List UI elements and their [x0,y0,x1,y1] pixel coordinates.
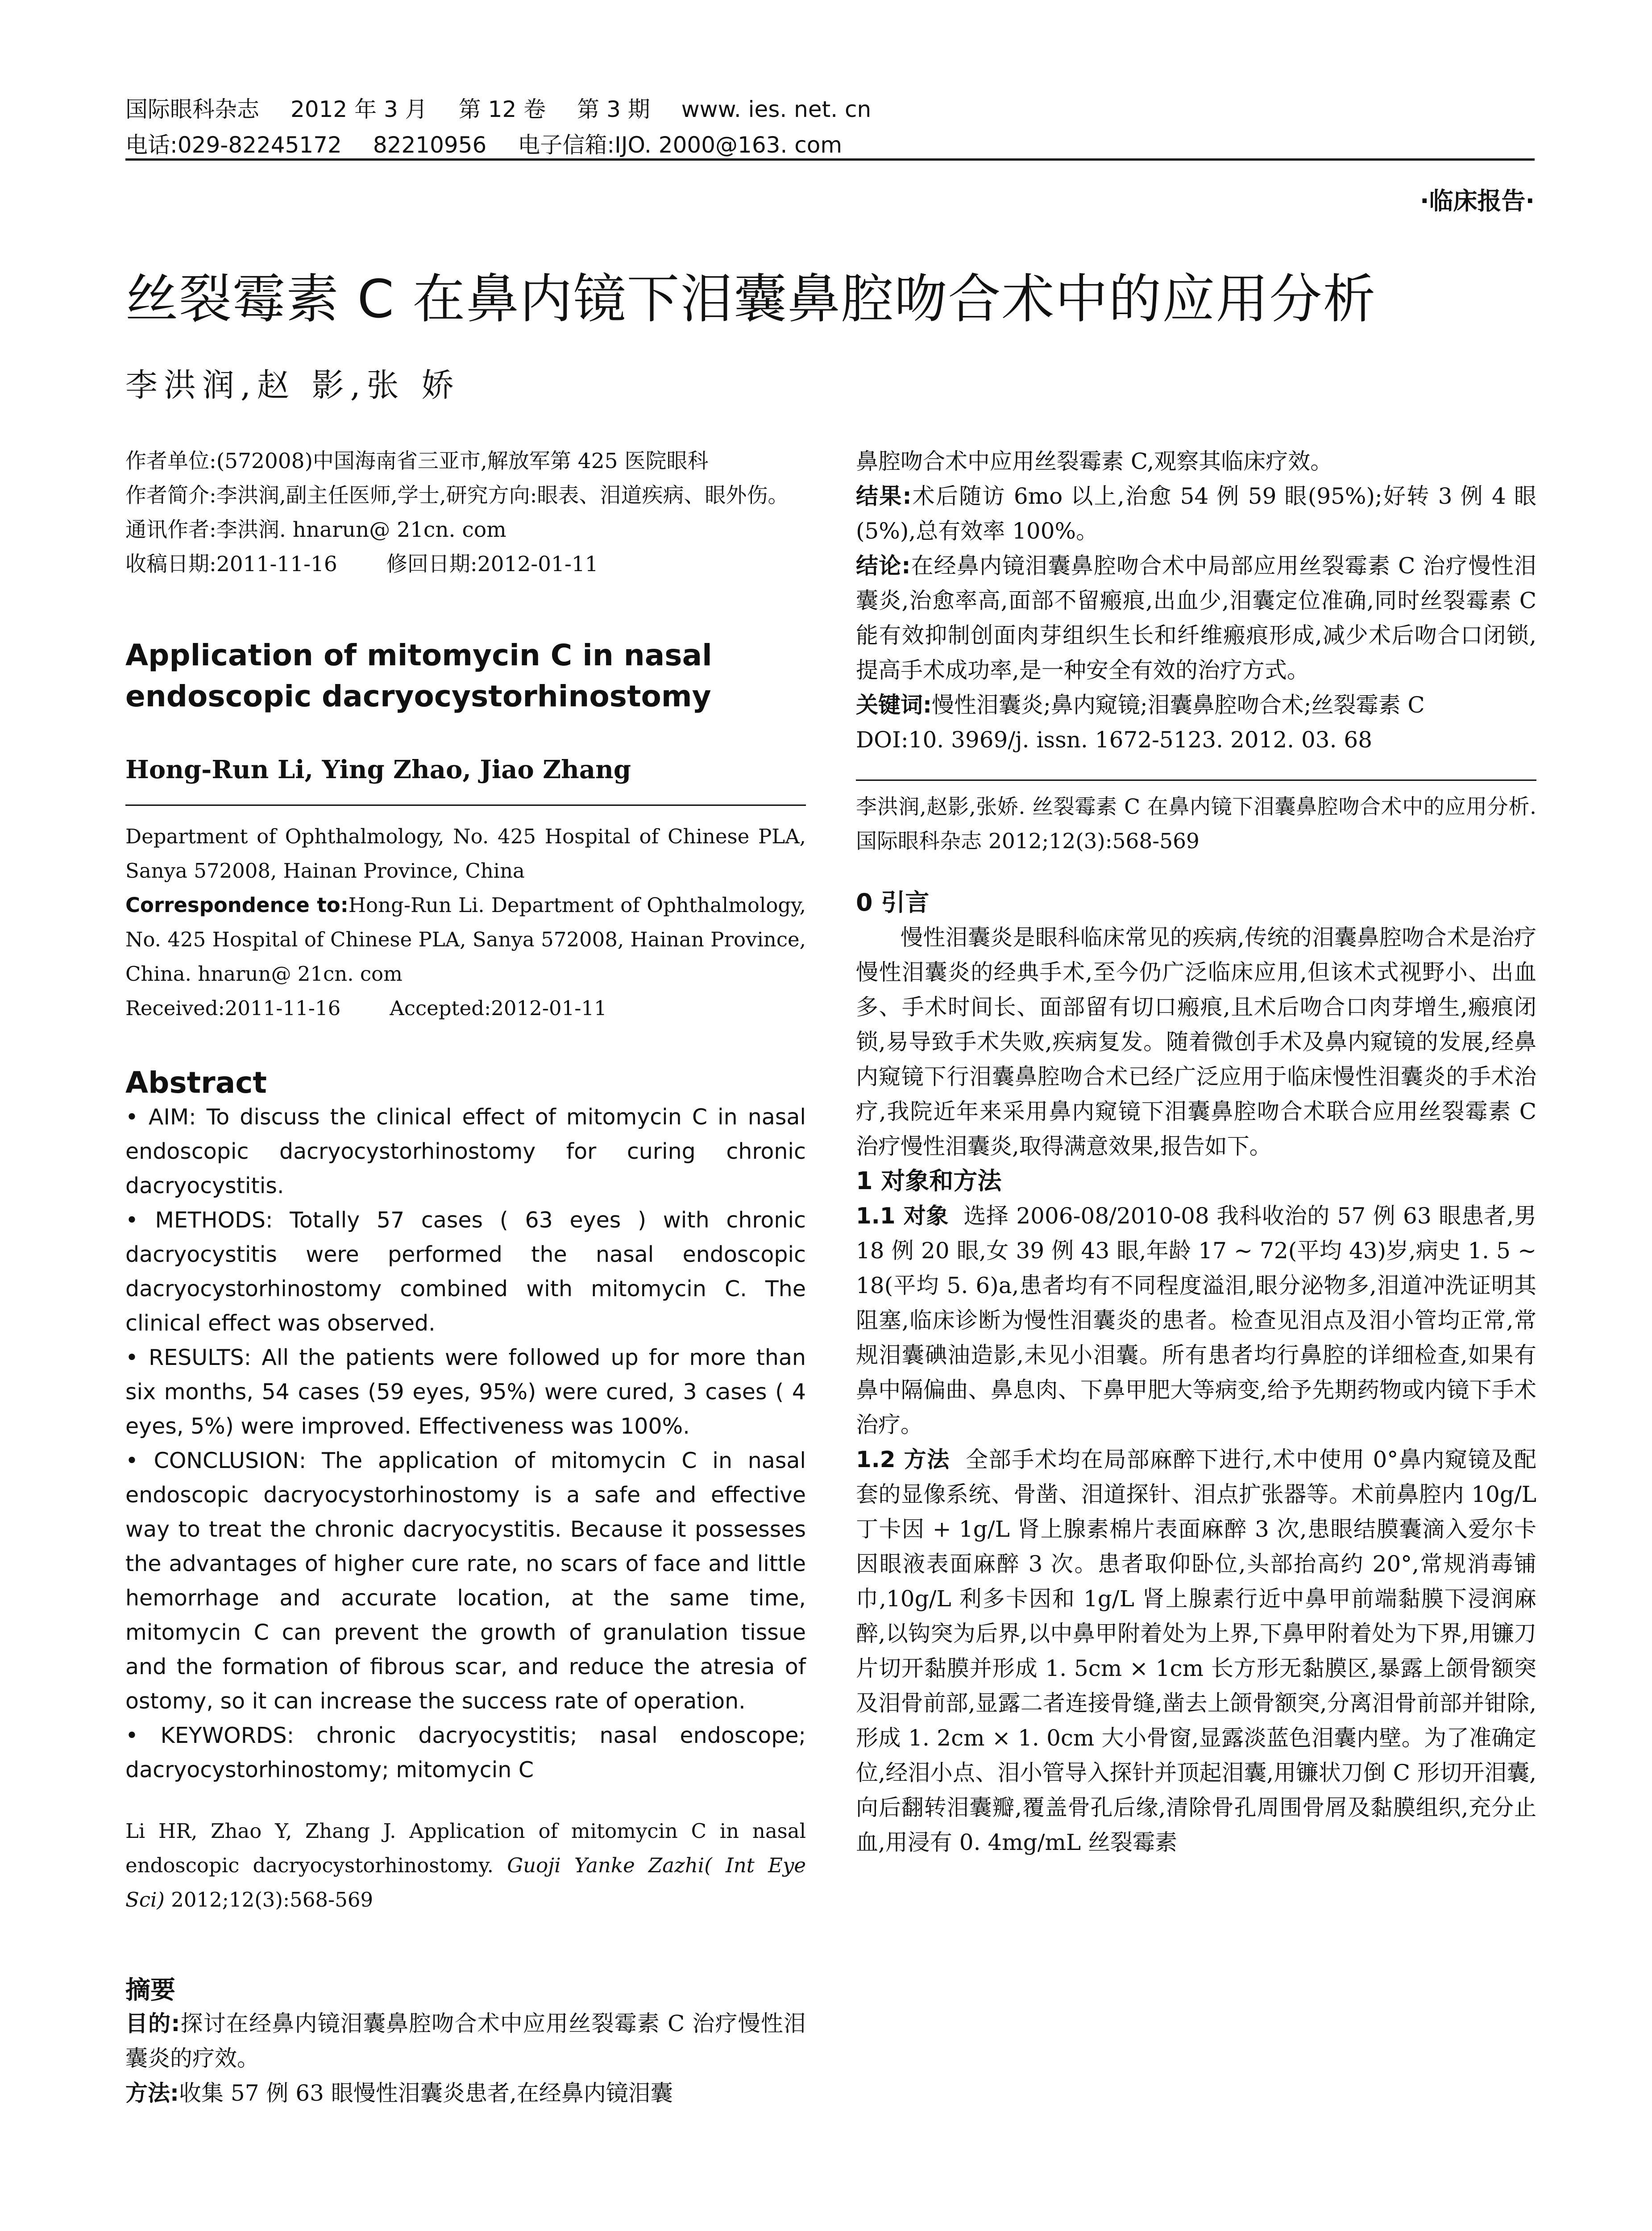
right-column [856,444,1536,1860]
affiliation [125,819,806,1025]
abstract-keywords: • KEYWORDS: chronic dacryocystitis; nasal endoscope; dacryocystorhinostomy; mitomycin C [125,1723,806,1783]
dates: 收稿日期:2011-11-16 修回日期:2012-01-11 [125,552,598,576]
journal-header-line2 [125,127,873,159]
doi[interactable]: DOI:10. 3969/j. issn. 1672-5123. 2012. 03. 68 [856,727,1373,753]
author-bio: 作者简介:李洪润,副主任医师,学士,研究方向:眼表、泪道疾病、眼外伤。 [125,483,789,508]
english-citation: Li HR, Zhao Y, Zhang J. Application of mitomycin C in nasal endoscopic dacryocystorhinostomy. Guoji Yanke Zazhi( Int Eye Sci) 2012;12(3):568-569 [125,1819,806,1912]
cn-abstract-methods-part1: 方法:收集 57 例 63 眼慢性泪囊炎患者,在经鼻内镜泪囊 [125,2080,673,2106]
journal-name: 国际眼科杂志 [125,96,259,122]
correspondence: Correspondence to:Hong-Run Li. Department of Ophthalmology, No. 425 Hospital of Chinese PLA, Sanya 572008, Hainan Province, China. hnarun@ 21cn. com [125,893,806,986]
intro-text: 慢性泪囊炎是眼科临床常见的疾病,传统的泪囊鼻腔吻合术是治疗慢性泪囊炎的经典手术,至今仍广泛临床应用,但该术式视野小、出血多、手术时间长、面部留有切口瘢痕,且术后吻合口肉芽增生,瘢痕闭锁,易导致手术失败,疾病复发。随着微创手术及鼻内窥镜的发展,经鼻内窥镜下行泪囊鼻腔吻合术已经广泛应用于临床慢性泪囊炎的手术治疗,我院近年来采用鼻内窥镜下泪囊鼻腔吻合术联合应用丝裂霉素 C 治疗慢性泪囊炎,取得满意效果,报告如下。 [856,925,1536,1159]
issue-number: 第 3 期 [577,96,650,122]
english-authors: Hong-Run Li, Ying Zhao, Jiao Zhang [125,755,631,784]
cn-abstract-keywords: 关键词:慢性泪囊炎;鼻内窥镜;泪囊鼻腔吻合术;丝裂霉素 C [856,692,1425,718]
issue-date: 2012 年 3 月 [291,96,428,122]
phone: 电话:029-82245172 [125,132,342,158]
abstract-aim: • AIM: To discuss the clinical effect of mitomycin C in nasal endoscopic dacryocystorhinostomy for curing chronic dacryocystitis. [125,1104,806,1198]
section-1-2: 1.2 方法 全部手术均在局部麻醉下进行,术中使用 0°鼻内窥镜及配套的显像系统、骨凿、泪道探针、泪点扩张器等。术前鼻腔内 10g/L 丁卡因 + 1g/L 肾上腺素棉片表面麻醉 3 次,患眼结膜囊滴入爱尔卡因眼液表面麻醉 3 次。患者取仰卧位,头部抬高约 20°,常规消毒铺巾,10g/L 利多卡因和 1g/L 肾上腺素行近中鼻甲前端黏膜下浸润麻醉,以钩突为后界,以中鼻甲附着处为上界,下鼻甲附着处为下界,用镰刀片切开黏膜并形成 1. 5cm × 1cm 长方形无黏膜区,暴露上颌骨额突及泪骨前部,显露二者连接骨缝,凿去上颌骨额突,分离泪骨前部并钳除,形成 1. 2cm × 1. 0cm 大小骨窗,显露淡蓝色泪囊内壁。为了准确定位,经泪小点、泪小管导入探针并顶起泪囊,用镰状刀倒 C 形切开泪囊,向后翻转泪囊瓣,覆盖骨孔后缘,清除骨孔周围骨屑及黏膜组织,充分止血,用浸有 0. 4mg/mL 丝裂霉素 [856,1447,1536,1855]
abstract-methods: • METHODS: Totally 57 cases ( 63 eyes ) with chronic dacryocystitis were performed the nasal endoscopic dacryocystorhinostomy combined with mitomycin C. The clinical effect was observed. [125,1207,806,1336]
journal-header-line1 [125,91,902,124]
section-tag: ·临床报告· [1420,187,1535,215]
en-dates: Received:2011-11-16 Accepted:2012-01-11 [125,996,607,1020]
volume: 第 12 卷 [458,96,546,122]
author-unit: 作者单位:(572008)中国海南省三亚市,解放军第 425 医院眼科 [125,449,709,473]
cn-citation: 李洪润,赵影,张娇. 丝裂霉素 C 在鼻内镜下泪囊鼻腔吻合术中的应用分析. 国际眼科杂志 2012;12(3):568-569 [856,795,1536,854]
abstract-conclusion: • CONCLUSION: The application of mitomycin C in nasal endoscopic dacryocystorhinostomy is a safe and effective way to treat the chronic dacryocystitis. Because it possesses the advantages of higher cure rate, no scars of face and little hemorrhage and accurate location, at the same time, mitomycin C can prevent the growth of granulation tissue and the formation of fibrous scar, and reduce the atresia of ostomy, so it can increase the success rate of operation. [125,1448,806,1714]
section-1-1: 1.1 对象 选择 2006-08/2010-08 我科收治的 57 例 63 眼患者,男 18 例 20 眼,女 39 例 43 眼,年龄 17 ~ 72(平均 43)岁,病史 1. 5 ~ 18(平均 5. 6)a,患者均有不同程度溢泪,眼分泌物多,泪道冲洗证明其阻塞,临床诊断为慢性泪囊炎的患者。检查见泪点及泪小管均正常,常规泪囊碘油造影,未见小泪囊。所有患者均行鼻腔的详细检查,如果有鼻中隔偏曲、鼻息肉、下鼻甲肥大等病变,给予先期药物或内镜下手术治疗。 [856,1203,1537,1438]
cn-abstract-methods-cont: 鼻腔吻合术中应用丝裂霉素 C,观察其临床疗效。 [856,448,1333,474]
email[interactable]: 电子信箱:IJO. 2000@163. com [518,132,843,158]
methods-heading: 1 对象和方法 [856,1167,1002,1195]
phone-2: 82210956 [373,132,487,158]
cn-abstract-conclusion: 结论:在经鼻内镜泪囊鼻腔吻合术中局部应用丝裂霉素 C 治疗慢性泪囊炎,治愈率高,面部不留瘢痕,出血少,泪囊定位准确,同时丝裂霉素 C 能有效抑制创面肉芽组织生长和纤维瘢痕形成,减少术后吻合口闭锁,提高手术成功率,是一种安全有效的治疗方式。 [856,553,1536,683]
cn-abstract-aim: 目的:探讨在经鼻内镜泪囊鼻腔吻合术中应用丝裂霉素 C 治疗慢性泪囊炎的疗效。 [125,2011,806,2071]
intro-heading: 0 引言 [856,888,930,916]
cn-abstract-heading: 摘要 [125,1976,175,2005]
author-info [125,444,806,581]
cn-abstract-results: 结果:术后随访 6mo 以上,治愈 54 例 59 眼(95%);好转 3 例 4 眼(5%),总有效率 100%。 [856,483,1536,544]
department: Department of Ophthalmology, No. 425 Hospital of Chinese PLA, Sanya 572008, Hainan Province, China [125,825,806,883]
abstract-heading: Abstract [125,1066,267,1100]
header-rule [125,158,1535,161]
article-title: 丝裂霉素 C 在鼻内镜下泪囊鼻腔吻合术中的应用分析 [125,268,1377,330]
left-column [125,444,806,2111]
corresponding-author: 通讯作者:李洪润. hnarun@ 21cn. com [125,518,506,542]
authors-cn: 李洪润,赵 影,张 娇 [125,366,460,404]
abstract-results: • RESULTS: All the patients were followed up for more than six months, 54 cases (59 eyes, 95%) were cured, 3 cases ( 4 eyes, 5%) were improved. Effectiveness was 100%. [125,1345,806,1439]
citation-rule [856,780,1536,781]
english-title: Application of mitomycin C in nasal endoscopic dacryocystorhinostomy [125,638,712,713]
affiliation-rule [125,804,806,806]
journal-url[interactable]: www. ies. net. cn [681,96,872,122]
